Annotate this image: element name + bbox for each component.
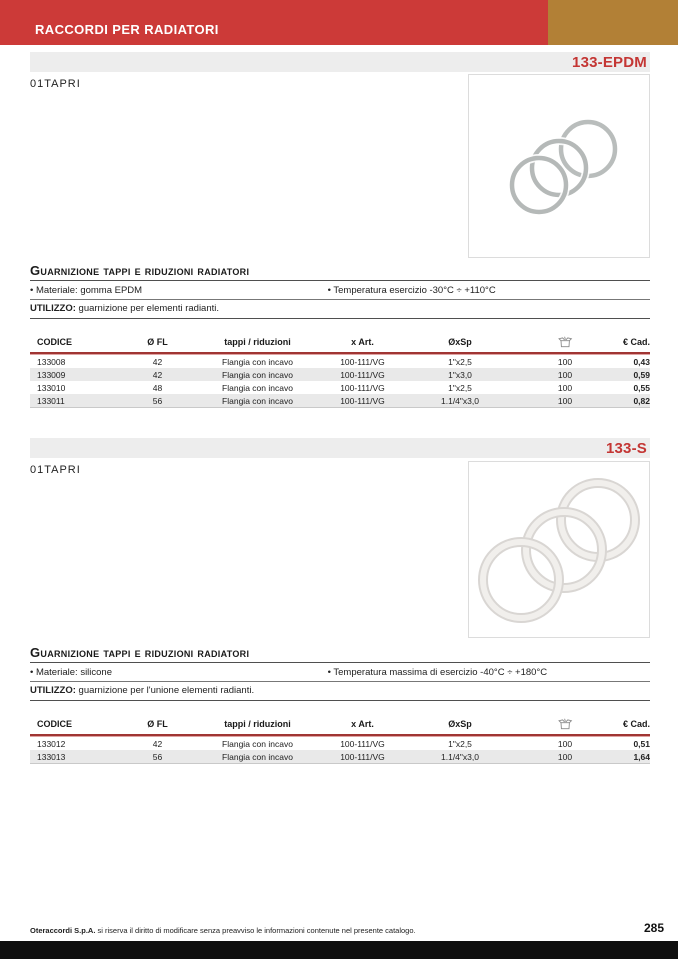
table-cell: 48 bbox=[152, 382, 163, 393]
col-header-oxsp: ØxSp bbox=[448, 336, 472, 347]
table-cell: 100-111/VG bbox=[340, 738, 385, 749]
table-cell: 100 bbox=[557, 738, 573, 749]
bottom-black-bar bbox=[0, 941, 678, 959]
table-cell: 42 bbox=[152, 369, 163, 380]
usage-row bbox=[30, 682, 650, 701]
table-cell: 100-111/VG bbox=[340, 751, 385, 762]
temperature-spec: • Temperatura esercizio -30°C ÷ +110°C bbox=[328, 285, 650, 296]
table-cell: 1"x2,5 bbox=[448, 356, 472, 367]
table-header-row bbox=[30, 711, 650, 734]
page-footer bbox=[30, 921, 664, 935]
table-cell: 1"x2,5 bbox=[448, 738, 472, 749]
top-banner bbox=[0, 0, 678, 45]
article-code-bar bbox=[30, 52, 650, 72]
col-header-fl: Ø FL bbox=[147, 336, 168, 347]
col-header-oxsp: ØxSp bbox=[448, 718, 472, 729]
product-code: 01TAPRI bbox=[30, 78, 81, 90]
table-cell: 0,55 bbox=[633, 382, 650, 393]
table-cell: 1.1/4"x3,0 bbox=[441, 751, 479, 762]
usage-label: UTILIZZO: bbox=[30, 685, 76, 696]
company-name: Oteraccordi S.p.A. bbox=[30, 926, 96, 935]
table-cell: 100 bbox=[557, 369, 573, 380]
material-spec: • Materiale: silicone bbox=[30, 667, 328, 678]
table-cell: 56 bbox=[152, 751, 163, 762]
table-cell: 1"x3,0 bbox=[448, 369, 472, 380]
table-row bbox=[30, 394, 650, 407]
table-body bbox=[30, 737, 650, 764]
table-cell: Flangia con incavo bbox=[222, 395, 293, 406]
table-cell: 1.1/4"x3,0 bbox=[441, 395, 479, 406]
table-cell: 100-111/VG bbox=[340, 356, 385, 367]
table-cell: Flangia con incavo bbox=[222, 751, 293, 762]
col-header-price: € Cad. bbox=[622, 336, 650, 347]
page-number: 285 bbox=[643, 921, 664, 935]
section-title: Guarnizione tappi e riduzioni radiatori bbox=[30, 646, 650, 663]
page-content bbox=[30, 52, 650, 764]
usage-text: guarnizione per l'unione elementi radianti. bbox=[75, 685, 255, 696]
table-cell: 133009 bbox=[37, 369, 66, 380]
material-spec: • Materiale: gomma EPDM bbox=[30, 285, 328, 296]
col-header-art: x Art. bbox=[351, 336, 374, 347]
product-code: 01TAPRI bbox=[30, 464, 81, 476]
header-bar bbox=[0, 0, 548, 45]
table-row bbox=[30, 381, 650, 394]
col-header-tappi: tappi / riduzioni bbox=[224, 336, 291, 347]
col-header-codice: CODICE bbox=[37, 336, 73, 347]
silicone-rings-drawing bbox=[469, 462, 649, 637]
table-cell: 133011 bbox=[37, 395, 65, 406]
col-header-price: € Cad. bbox=[622, 718, 650, 729]
table-cell: 133013 bbox=[37, 751, 66, 762]
col-header-art: x Art. bbox=[351, 718, 374, 729]
table-cell: 1,64 bbox=[633, 751, 650, 762]
col-header-qty bbox=[515, 335, 615, 348]
table-cell: Flangia con incavo bbox=[222, 738, 293, 749]
section-133-epdm bbox=[30, 52, 650, 408]
col-header-tappi: tappi / riduzioni bbox=[224, 718, 291, 729]
products-table bbox=[30, 329, 650, 408]
product-image-epdm-rings bbox=[468, 74, 650, 258]
package-icon bbox=[557, 335, 573, 348]
temperature-spec: • Temperatura massima di esercizio -40°C ÷ +180°C bbox=[328, 667, 650, 678]
article-code-bar bbox=[30, 438, 650, 458]
product-image-silicone-rings bbox=[468, 461, 650, 638]
section-133-s bbox=[30, 438, 650, 764]
section-title: Guarnizione tappi e riduzioni radiatori bbox=[30, 264, 650, 281]
table-row bbox=[30, 737, 650, 750]
media-row bbox=[30, 458, 650, 646]
table-cell: Flangia con incavo bbox=[222, 369, 293, 380]
table-cell: 100 bbox=[557, 751, 573, 762]
table-cell: 100-111/VG bbox=[340, 382, 385, 393]
table-row bbox=[30, 368, 650, 381]
table-cell: 0,43 bbox=[633, 356, 650, 367]
table-cell: 100 bbox=[557, 382, 573, 393]
table-cell: 56 bbox=[152, 395, 163, 406]
table-cell: 1"x2,5 bbox=[448, 382, 472, 393]
usage-label: UTILIZZO: bbox=[30, 303, 76, 314]
table-cell: 100-111/VG bbox=[340, 395, 385, 406]
table-cell: 0,59 bbox=[633, 369, 650, 380]
table-cell: 100 bbox=[557, 395, 573, 406]
article-code: 133-S bbox=[605, 439, 647, 457]
usage-text: guarnizione per elementi radianti. bbox=[75, 303, 220, 314]
header-gold-block bbox=[548, 0, 678, 45]
table-cell: 42 bbox=[152, 356, 163, 367]
table-cell: Flangia con incavo bbox=[222, 356, 293, 367]
table-cell: Flangia con incavo bbox=[222, 382, 293, 393]
media-row bbox=[30, 72, 650, 264]
spec-row bbox=[30, 281, 650, 300]
footer-disclaimer bbox=[30, 926, 416, 935]
table-cell: 0,51 bbox=[633, 738, 650, 749]
table-header-row bbox=[30, 329, 650, 352]
epdm-rings-drawing bbox=[469, 75, 649, 257]
col-header-fl: Ø FL bbox=[147, 718, 168, 729]
table-body bbox=[30, 355, 650, 408]
table-row bbox=[30, 355, 650, 368]
article-code: 133-EPDM bbox=[572, 53, 647, 71]
table-cell: 100-111/VG bbox=[340, 369, 385, 380]
table-cell: 133010 bbox=[37, 382, 66, 393]
table-cell: 100 bbox=[557, 356, 573, 367]
table-cell: 133012 bbox=[37, 738, 66, 749]
table-cell: 133008 bbox=[37, 356, 66, 367]
usage-row bbox=[30, 300, 650, 319]
page-title: RACCORDI PER RADIATORI bbox=[35, 22, 219, 37]
spec-row bbox=[30, 663, 650, 682]
col-header-codice: CODICE bbox=[37, 718, 73, 729]
table-cell: 42 bbox=[152, 738, 163, 749]
table-row bbox=[30, 750, 650, 763]
col-header-qty bbox=[515, 717, 615, 730]
products-table bbox=[30, 711, 650, 764]
table-cell: 0,82 bbox=[633, 395, 650, 406]
disclaimer-text: si riserva il diritto di modificare senza preavviso le informazioni contenute nel presente catalogo. bbox=[95, 926, 416, 935]
package-icon bbox=[557, 717, 573, 730]
